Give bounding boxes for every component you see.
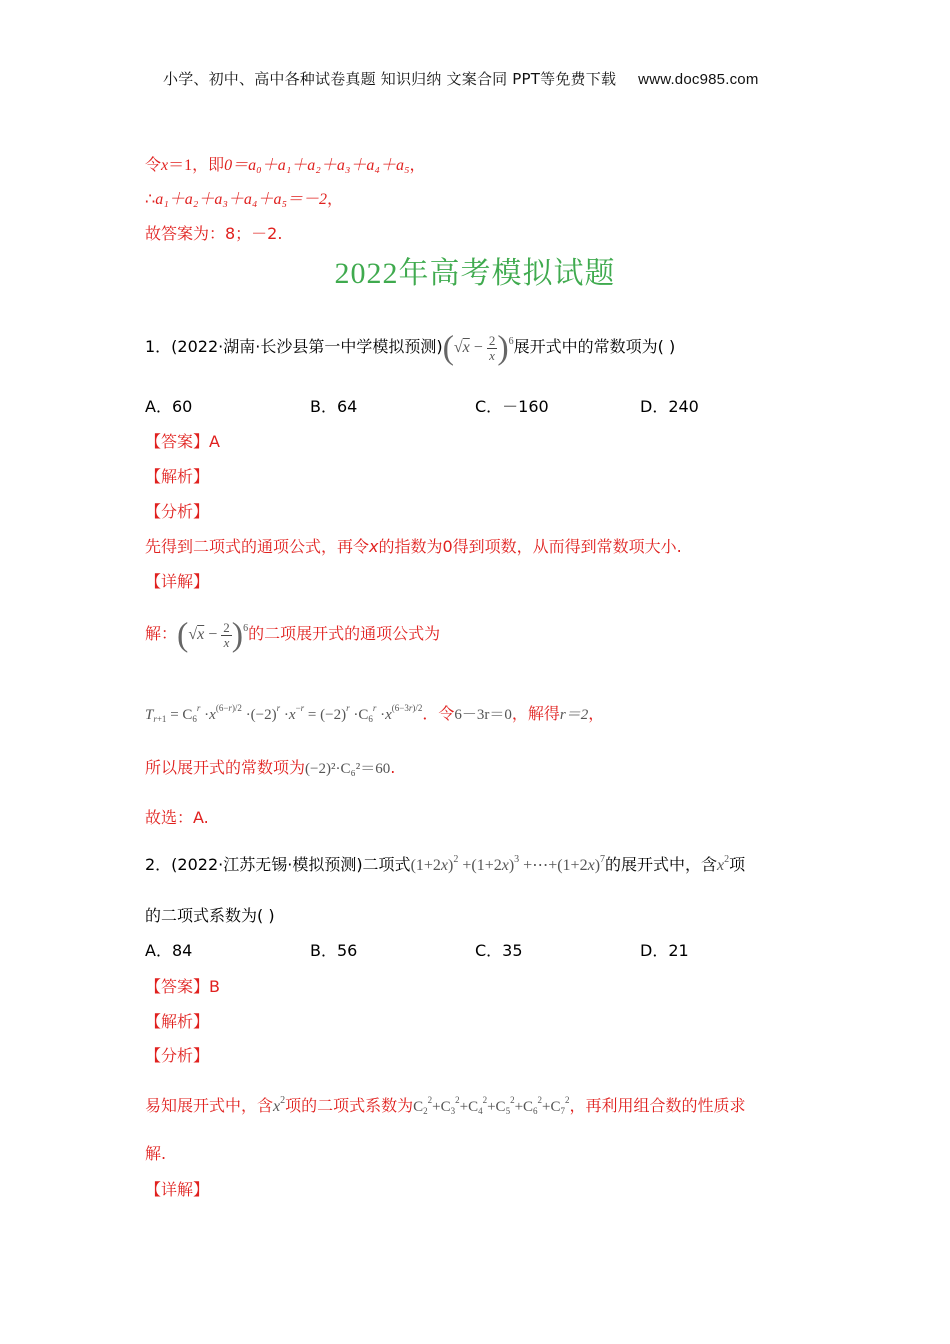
text: 的二项展开式的通项公式为 — [248, 624, 441, 643]
text: 解： — [145, 624, 178, 643]
q2-expression: $(1+2x)^2 +(1+2x)^3$ $+\cdots+(1+2x)^7$ — [410, 854, 606, 874]
q1-option-b[interactable]: B．64 — [310, 397, 358, 416]
prev-line-1 — [145, 152, 426, 175]
math-eq: a₁＋a₂＋a₃＋a₄＋a₅＝－2 — [155, 191, 328, 208]
page-header — [163, 68, 759, 89]
answer-label: 【答案】 — [145, 977, 210, 996]
math-var: x — [161, 157, 169, 174]
text: 所以展开式的常数项为 — [145, 758, 306, 777]
math-eq: 0＝a₀＋a₁＋a₂＋a₃＋a₄＋a₅ — [224, 157, 410, 174]
text: 项的二项式系数为 — [285, 1096, 414, 1115]
text: 项 — [729, 855, 746, 874]
combination-sum: $C_2^2+C_3^2+C_4^2+C_5^2+C_6^2+C_7^2$ — [413, 1095, 570, 1116]
text: ， — [588, 704, 605, 723]
q1-option-c[interactable]: C．－160 — [475, 397, 549, 416]
q1-jiexi: 【解析】 — [145, 467, 210, 486]
answer-value: A — [209, 432, 220, 451]
text: ＝1，即 — [168, 157, 225, 174]
q2-answer — [145, 974, 220, 997]
q1-general-term — [145, 688, 604, 728]
x-squared: $x^2$ — [717, 854, 730, 874]
q2-xiangjie: 【详解】 — [145, 1180, 210, 1199]
q1-choose: 故选：A. — [145, 808, 209, 827]
q1-source: 1．(2022·湖南·长沙县第一中学模拟预测) — [145, 337, 443, 356]
q2-option-d[interactable]: D．21 — [640, 941, 689, 960]
q2-jiexi: 【解析】 — [145, 1012, 210, 1031]
q1-answer — [145, 429, 220, 452]
q1-stem — [145, 316, 675, 368]
q1-expression: (√x − $\frac{2}{x}$ )$^6$ — [442, 329, 514, 367]
math-var: x — [369, 537, 379, 556]
q2-source: 2．(2022·江苏无锡·模拟预测)二项式 — [145, 855, 411, 874]
q2-analysis-end: 解. — [145, 1144, 167, 1163]
header-text: 小学、初中、高中各种试卷真题 知识归纳 文案合同 PPT等免费下载 — [163, 70, 617, 88]
q1-analysis — [145, 534, 682, 557]
q2-analysis — [145, 1078, 746, 1122]
x-squared: $x^2$ — [273, 1095, 286, 1115]
math-r: r＝2 — [559, 707, 589, 723]
q2-option-a[interactable]: A．84 — [145, 941, 193, 960]
text: ，再利用组合数的性质求 — [569, 1096, 746, 1115]
q2-option-c[interactable]: C．35 — [475, 941, 523, 960]
general-term-formula: $T_{r+1} = C_6^r \cdot x^{(6-r)/2} \cdot(-2)^r \cdot x^{-r} = (-2)^r \cdot C_6^r \cdot x^{(6-3r)/2}$ — [145, 703, 423, 724]
q1-xiangjie: 【详解】 — [145, 572, 210, 591]
answer-value: B — [209, 977, 220, 996]
text: ，解得 — [511, 704, 560, 723]
therefore-symbol: ∴ — [145, 189, 156, 208]
exponent: 6 — [508, 336, 514, 347]
text: 令 — [145, 155, 162, 174]
text: ， — [327, 189, 344, 208]
q2-fenxi: 【分析】 — [145, 1046, 210, 1065]
text: 易知展开式中，含 — [145, 1096, 274, 1115]
math-cond: 6－3r＝0 — [454, 707, 512, 723]
text: 先得到二项式的通项公式，再令 — [145, 537, 370, 556]
q2-stem — [145, 840, 745, 880]
math-const: (−2)²·C₆²＝60 — [305, 761, 391, 777]
q1-solution-line — [145, 603, 440, 655]
q1-constant — [145, 755, 395, 778]
prev-line-3: 故答案为：8；－2. — [145, 224, 283, 243]
q2-option-b[interactable]: B．56 — [310, 941, 358, 960]
q2-stem-line2: 的二项式系数为( ) — [145, 906, 275, 925]
text: 的展开式中，含 — [605, 855, 718, 874]
q1-option-a[interactable]: A．60 — [145, 397, 193, 416]
answer-label: 【答案】 — [145, 432, 210, 451]
text: ．令 — [422, 704, 455, 723]
text: 的指数为0得到项数，从而得到常数项大小. — [378, 537, 682, 556]
header-site[interactable]: www.doc985.com — [638, 71, 759, 88]
q1-option-d[interactable]: D．240 — [640, 397, 699, 416]
section-title: 2022年高考模拟试题 — [334, 257, 616, 290]
q1-expression-2: (√x − $\frac{2}{x}$ )$^6$ — [177, 616, 249, 654]
prev-line-2 — [145, 186, 343, 209]
q1-question: 展开式中的常数项为( ) — [513, 337, 676, 356]
text: . — [390, 758, 396, 777]
text: ， — [409, 155, 426, 174]
q1-fenxi: 【分析】 — [145, 502, 210, 521]
